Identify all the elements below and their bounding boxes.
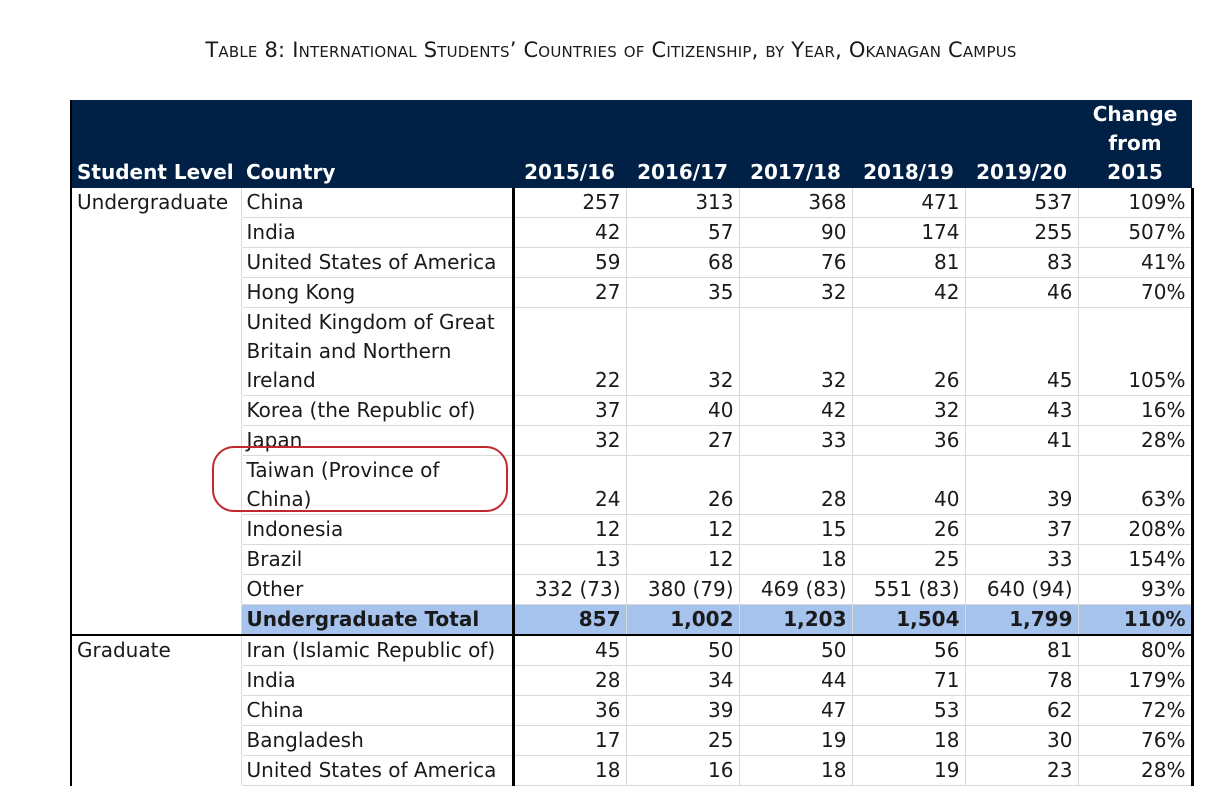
year-value-cell: 22 xyxy=(513,308,626,396)
table-row xyxy=(71,426,1192,456)
country-cell: United States of America xyxy=(241,248,513,278)
change-cell: 70% xyxy=(1078,278,1192,308)
country-cell: Bangladesh xyxy=(241,726,513,756)
year-value-cell: 1,799 xyxy=(965,605,1078,636)
change-cell: 109% xyxy=(1078,188,1192,218)
year-value-cell: 313 xyxy=(626,188,739,218)
header-year: 2019/20 xyxy=(965,100,1078,188)
year-value-cell: 26 xyxy=(852,515,965,545)
year-value-cell: 25 xyxy=(626,726,739,756)
change-cell: 105% xyxy=(1078,308,1192,396)
year-value-cell: 255 xyxy=(965,218,1078,248)
change-cell: 28% xyxy=(1078,756,1192,786)
student-level-cell xyxy=(71,426,241,456)
country-cell: United Kingdom of Great Britain and Northern Ireland xyxy=(241,308,513,396)
student-level-cell xyxy=(71,515,241,545)
year-value-cell: 53 xyxy=(852,696,965,726)
table-row xyxy=(71,726,1192,756)
country-cell: Undergraduate Total xyxy=(241,605,513,636)
year-value-cell: 42 xyxy=(513,218,626,248)
change-cell: 72% xyxy=(1078,696,1192,726)
student-level-cell xyxy=(71,575,241,605)
year-value-cell: 78 xyxy=(965,666,1078,696)
year-value-cell: 50 xyxy=(739,635,852,666)
year-value-cell: 18 xyxy=(852,726,965,756)
country-cell: Brazil xyxy=(241,545,513,575)
year-value-cell: 42 xyxy=(852,278,965,308)
header-year: 2016/17 xyxy=(626,100,739,188)
table-title: Table 8: International Students’ Countries of Citizenship, by Year, Okanagan Campus xyxy=(205,38,1017,62)
header-change-line: 2015 xyxy=(1107,160,1163,184)
year-value-cell: 50 xyxy=(626,635,739,666)
year-value-cell: 81 xyxy=(965,635,1078,666)
table-row xyxy=(71,456,1192,515)
year-value-cell: 12 xyxy=(513,515,626,545)
year-value-cell: 43 xyxy=(965,396,1078,426)
table-row xyxy=(71,248,1192,278)
year-value-cell: 12 xyxy=(626,545,739,575)
year-value-cell: 380 (79) xyxy=(626,575,739,605)
table-row xyxy=(71,545,1192,575)
country-cell: Indonesia xyxy=(241,515,513,545)
country-cell: Iran (Islamic Republic of) xyxy=(241,635,513,666)
year-value-cell: 18 xyxy=(739,545,852,575)
year-value-cell: 27 xyxy=(513,278,626,308)
student-level-cell xyxy=(71,218,241,248)
year-value-cell: 28 xyxy=(739,456,852,515)
year-value-cell: 857 xyxy=(513,605,626,636)
year-value-cell: 1,504 xyxy=(852,605,965,636)
table-row xyxy=(71,308,1192,396)
country-cell: China xyxy=(241,696,513,726)
year-value-cell: 19 xyxy=(852,756,965,786)
header-country: Country xyxy=(241,100,513,188)
student-level-cell xyxy=(71,248,241,278)
country-cell: Other xyxy=(241,575,513,605)
year-value-cell: 32 xyxy=(626,308,739,396)
table-row xyxy=(71,635,1192,666)
year-value-cell: 45 xyxy=(965,308,1078,396)
student-level-cell xyxy=(71,666,241,696)
year-value-cell: 39 xyxy=(965,456,1078,515)
year-value-cell: 174 xyxy=(852,218,965,248)
year-value-cell: 35 xyxy=(626,278,739,308)
year-value-cell: 40 xyxy=(626,396,739,426)
student-level-cell xyxy=(71,756,241,786)
year-value-cell: 17 xyxy=(513,726,626,756)
table-row xyxy=(71,396,1192,426)
country-cell: Hong Kong xyxy=(241,278,513,308)
change-cell: 507% xyxy=(1078,218,1192,248)
year-value-cell: 551 (83) xyxy=(852,575,965,605)
student-level-cell xyxy=(71,456,241,515)
change-cell: 63% xyxy=(1078,456,1192,515)
student-level-cell xyxy=(71,278,241,308)
year-value-cell: 469 (83) xyxy=(739,575,852,605)
year-value-cell: 90 xyxy=(739,218,852,248)
year-value-cell: 30 xyxy=(965,726,1078,756)
year-value-cell: 32 xyxy=(852,396,965,426)
year-value-cell: 81 xyxy=(852,248,965,278)
header-change xyxy=(1078,100,1192,188)
year-value-cell: 257 xyxy=(513,188,626,218)
year-value-cell: 1,203 xyxy=(739,605,852,636)
table-row xyxy=(71,756,1192,786)
citizenship-table xyxy=(70,100,1194,786)
year-value-cell: 28 xyxy=(513,666,626,696)
year-value-cell: 26 xyxy=(626,456,739,515)
change-cell: 179% xyxy=(1078,666,1192,696)
student-level-cell xyxy=(71,308,241,396)
year-value-cell: 59 xyxy=(513,248,626,278)
year-value-cell: 12 xyxy=(626,515,739,545)
year-value-cell: 18 xyxy=(739,756,852,786)
change-cell: 76% xyxy=(1078,726,1192,756)
header-year: 2018/19 xyxy=(852,100,965,188)
year-value-cell: 32 xyxy=(739,308,852,396)
year-value-cell: 25 xyxy=(852,545,965,575)
student-level-cell xyxy=(71,396,241,426)
year-value-cell: 471 xyxy=(852,188,965,218)
table-row xyxy=(71,515,1192,545)
table-total-row xyxy=(71,605,1192,636)
year-value-cell: 24 xyxy=(513,456,626,515)
year-value-cell: 332 (73) xyxy=(513,575,626,605)
table-row xyxy=(71,218,1192,248)
year-value-cell: 26 xyxy=(852,308,965,396)
country-cell: China xyxy=(241,188,513,218)
header-change-line: from xyxy=(1108,131,1162,155)
header-change-line: Change xyxy=(1092,102,1178,126)
student-level-cell xyxy=(71,696,241,726)
year-value-cell: 16 xyxy=(626,756,739,786)
change-cell: 80% xyxy=(1078,635,1192,666)
year-value-cell: 68 xyxy=(626,248,739,278)
year-value-cell: 36 xyxy=(513,696,626,726)
country-cell: India xyxy=(241,218,513,248)
header-year: 2015/16 xyxy=(513,100,626,188)
year-value-cell: 56 xyxy=(852,635,965,666)
change-cell: 28% xyxy=(1078,426,1192,456)
year-value-cell: 27 xyxy=(626,426,739,456)
change-cell: 110% xyxy=(1078,605,1192,636)
change-cell: 16% xyxy=(1078,396,1192,426)
table-row xyxy=(71,666,1192,696)
student-level-cell xyxy=(71,726,241,756)
country-cell: India xyxy=(241,666,513,696)
year-value-cell: 62 xyxy=(965,696,1078,726)
year-value-cell: 33 xyxy=(965,545,1078,575)
year-value-cell: 32 xyxy=(739,278,852,308)
year-value-cell: 1,002 xyxy=(626,605,739,636)
country-cell: United States of America xyxy=(241,756,513,786)
year-value-cell: 41 xyxy=(965,426,1078,456)
table-row xyxy=(71,696,1192,726)
year-value-cell: 368 xyxy=(739,188,852,218)
year-value-cell: 45 xyxy=(513,635,626,666)
year-value-cell: 76 xyxy=(739,248,852,278)
year-value-cell: 46 xyxy=(965,278,1078,308)
student-level-cell: Graduate xyxy=(71,635,241,666)
year-value-cell: 33 xyxy=(739,426,852,456)
student-level-cell: Undergraduate xyxy=(71,188,241,218)
year-value-cell: 40 xyxy=(852,456,965,515)
table-row xyxy=(71,575,1192,605)
header-student-level: Student Level xyxy=(71,100,241,188)
student-level-cell xyxy=(71,545,241,575)
country-cell: Taiwan (Province of China) xyxy=(241,456,513,515)
header-row xyxy=(71,100,1192,188)
change-cell: 208% xyxy=(1078,515,1192,545)
change-cell: 41% xyxy=(1078,248,1192,278)
year-value-cell: 34 xyxy=(626,666,739,696)
table-body xyxy=(71,188,1192,786)
year-value-cell: 19 xyxy=(739,726,852,756)
year-value-cell: 71 xyxy=(852,666,965,696)
year-value-cell: 37 xyxy=(965,515,1078,545)
year-value-cell: 537 xyxy=(965,188,1078,218)
year-value-cell: 42 xyxy=(739,396,852,426)
country-cell: Korea (the Republic of) xyxy=(241,396,513,426)
table-row xyxy=(71,188,1192,218)
country-cell: Japan xyxy=(241,426,513,456)
change-cell: 154% xyxy=(1078,545,1192,575)
year-value-cell: 44 xyxy=(739,666,852,696)
year-value-cell: 18 xyxy=(513,756,626,786)
year-value-cell: 57 xyxy=(626,218,739,248)
year-value-cell: 36 xyxy=(852,426,965,456)
header-year: 2017/18 xyxy=(739,100,852,188)
year-value-cell: 13 xyxy=(513,545,626,575)
table-row xyxy=(71,278,1192,308)
year-value-cell: 39 xyxy=(626,696,739,726)
year-value-cell: 32 xyxy=(513,426,626,456)
year-value-cell: 47 xyxy=(739,696,852,726)
year-value-cell: 37 xyxy=(513,396,626,426)
change-cell: 93% xyxy=(1078,575,1192,605)
year-value-cell: 23 xyxy=(965,756,1078,786)
year-value-cell: 640 (94) xyxy=(965,575,1078,605)
student-level-cell xyxy=(71,605,241,636)
year-value-cell: 83 xyxy=(965,248,1078,278)
year-value-cell: 15 xyxy=(739,515,852,545)
